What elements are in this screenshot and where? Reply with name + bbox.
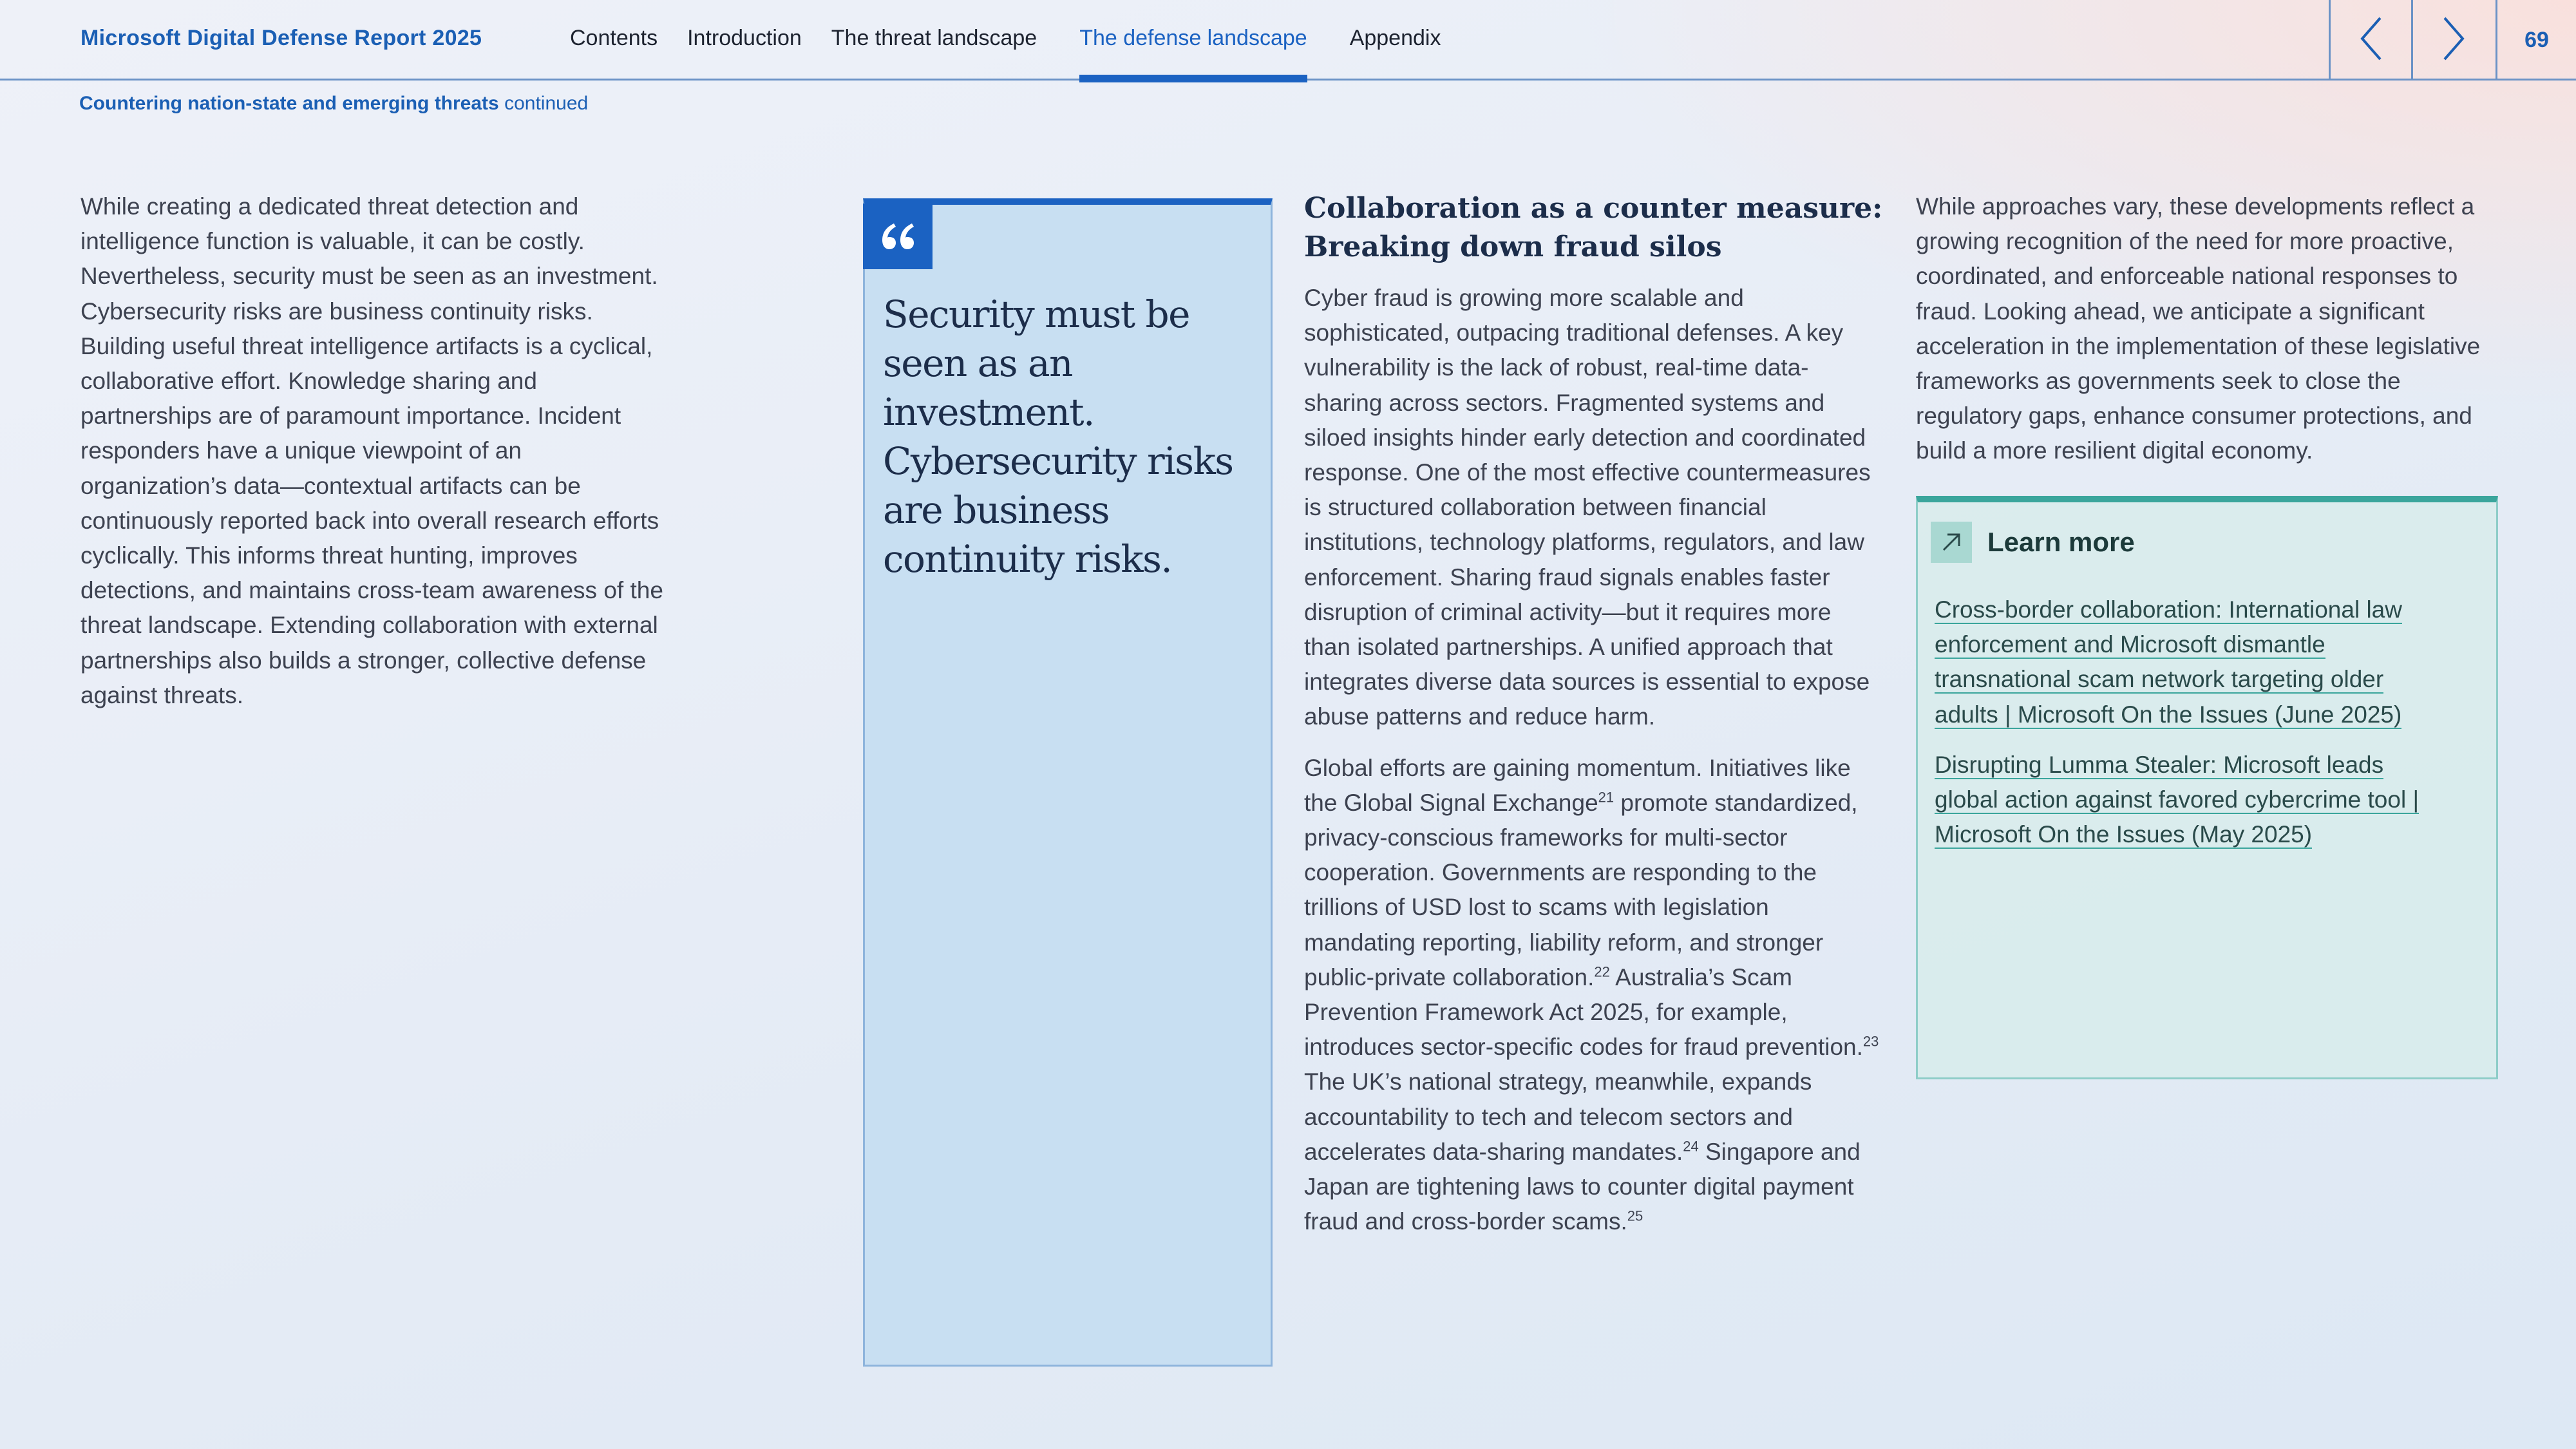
pull-quote-text: Security must be seen as an investment. Cybersecurity risks are business continuity risks. (883, 292, 1233, 581)
collaboration-column (1304, 189, 1884, 1255)
p2-text-e: Singapore and Japan are tightening laws to counter digital payment fraud and cross-border scams. (1304, 1138, 1861, 1235)
p2-text-b: promote standardized, privacy-conscious frameworks for multi-sector cooperation. Governments are responding to the trillions of USD lost to scams with legislation mandating reporting, liability reform, and stronger public-private collaboration. (1304, 789, 1858, 990)
section-nav (570, 0, 1470, 80)
chevron-right-icon (2441, 15, 2467, 65)
link-disrupting-lumma-stealer[interactable] (1935, 748, 2437, 853)
previous-page-button[interactable] (2329, 0, 2411, 80)
link-cross-border-text[interactable]: Cross-border collaboration: International law enforcement and Microsoft dismantle transnational scam network targeting older adults | Microsoft On the Issues (June 2025) (1935, 596, 2402, 728)
next-page-button[interactable] (2411, 0, 2494, 80)
learn-more-links (1935, 592, 2437, 867)
footnote-22[interactable]: 22 (1594, 963, 1610, 980)
learn-more-header (1931, 522, 2135, 563)
report-title[interactable]: Microsoft Digital Defense Report 2025 (80, 26, 482, 50)
collaboration-heading: Collaboration as a counter measure: Breaking down fraud silos (1304, 192, 1883, 263)
quote-icon (863, 204, 933, 269)
top-navigation-bar (0, 0, 2576, 80)
nav-contents[interactable]: Contents (570, 26, 658, 50)
intro-column (80, 189, 673, 729)
page-number: 69 (2496, 0, 2576, 80)
link-cross-border-collaboration[interactable] (1935, 592, 2437, 732)
chevron-left-icon (2358, 15, 2384, 65)
collaboration-paragraph-1: Cyber fraud is growing more scalable and sophisticated, outpacing traditional defenses. A key vulnerability is the lack of robust, real-time data-sharing across sectors. Fragmented systems and siloed insights hinder early detection and coordinated response. One of the most effective countermeasures is structured collaboration between financial institutions, technology platforms, regulators, and law enforcement. Sharing fraud signals enables faster disruption of criminal activity—but it requires more than isolated partnerships. A unified approach that integrates diverse data sources is essential to expose abuse patterns and reduce harm. (1304, 285, 1871, 730)
collaboration-paragraph-2 (1304, 751, 1884, 1240)
outlook-column (1916, 189, 2496, 485)
nav-appendix[interactable]: Appendix (1349, 26, 1441, 50)
p2-text-a: Global efforts are gaining momentum. Initiatives like the Global Signal Exchange (1304, 754, 1851, 816)
section-breadcrumb (79, 93, 588, 115)
p2-text-c: Australia’s Scam Prevention Framework Act 2025, for example, introduces sector-specific codes for fraud prevention. (1304, 963, 1863, 1061)
nav-defense-landscape[interactable]: The defense landscape (1079, 0, 1307, 80)
section-continued: continued (504, 93, 589, 114)
footnote-25[interactable]: 25 (1627, 1208, 1643, 1224)
nav-introduction[interactable]: Introduction (687, 26, 802, 50)
link-lumma-text[interactable]: Disrupting Lumma Stealer: Microsoft leads global action against favored cybercrime tool | Microsoft On the Issues (May 2025) (1935, 751, 2420, 848)
p2-text-d: The UK’s national strategy, meanwhile, expands accountability to tech and telecom sectors and accelerates data-sharing mandates. (1304, 1068, 1812, 1165)
outlook-paragraph: While approaches vary, these developments reflect a growing recognition of the need for more proactive, coordinated, and enforceable national responses to fraud. Looking ahead, we anticipate a significant acceleration in the implementation of these legislative frameworks as governments seek to close the regulatory gaps, enhance consumer protections, and build a more resilient digital economy. (1916, 193, 2481, 464)
section-title: Countering nation-state and emerging threats (79, 93, 499, 114)
footnote-23[interactable]: 23 (1862, 1033, 1879, 1050)
footnote-24[interactable]: 24 (1683, 1138, 1699, 1155)
nav-threat-landscape[interactable]: The threat landscape (831, 26, 1037, 50)
intro-paragraph: While creating a dedicated threat detection and intelligence function is valuable, it can be costly. Nevertheless, security must be seen as an investment. Cybersecurity risks are business continuity risks. Building useful threat intelligence artifacts is a cyclical, collaborative effort. Knowledge sharing and partnerships are of paramount importance. Incident responders have a unique viewpoint of an organization’s data—contextual artifacts can be continuously reported back into overall research efforts cyclically. This informs threat hunting, improves detections, and maintains cross-team awareness of the threat landscape. Extending collaboration with external partnerships also builds a stronger, collective defense against threats. (80, 193, 663, 708)
learn-more-title: Learn more (1987, 527, 2135, 557)
footnote-21[interactable]: 21 (1598, 789, 1615, 806)
pull-quote (863, 198, 1273, 1367)
learn-more-box (1916, 496, 2498, 1079)
external-link-arrow-icon (1931, 522, 1972, 563)
